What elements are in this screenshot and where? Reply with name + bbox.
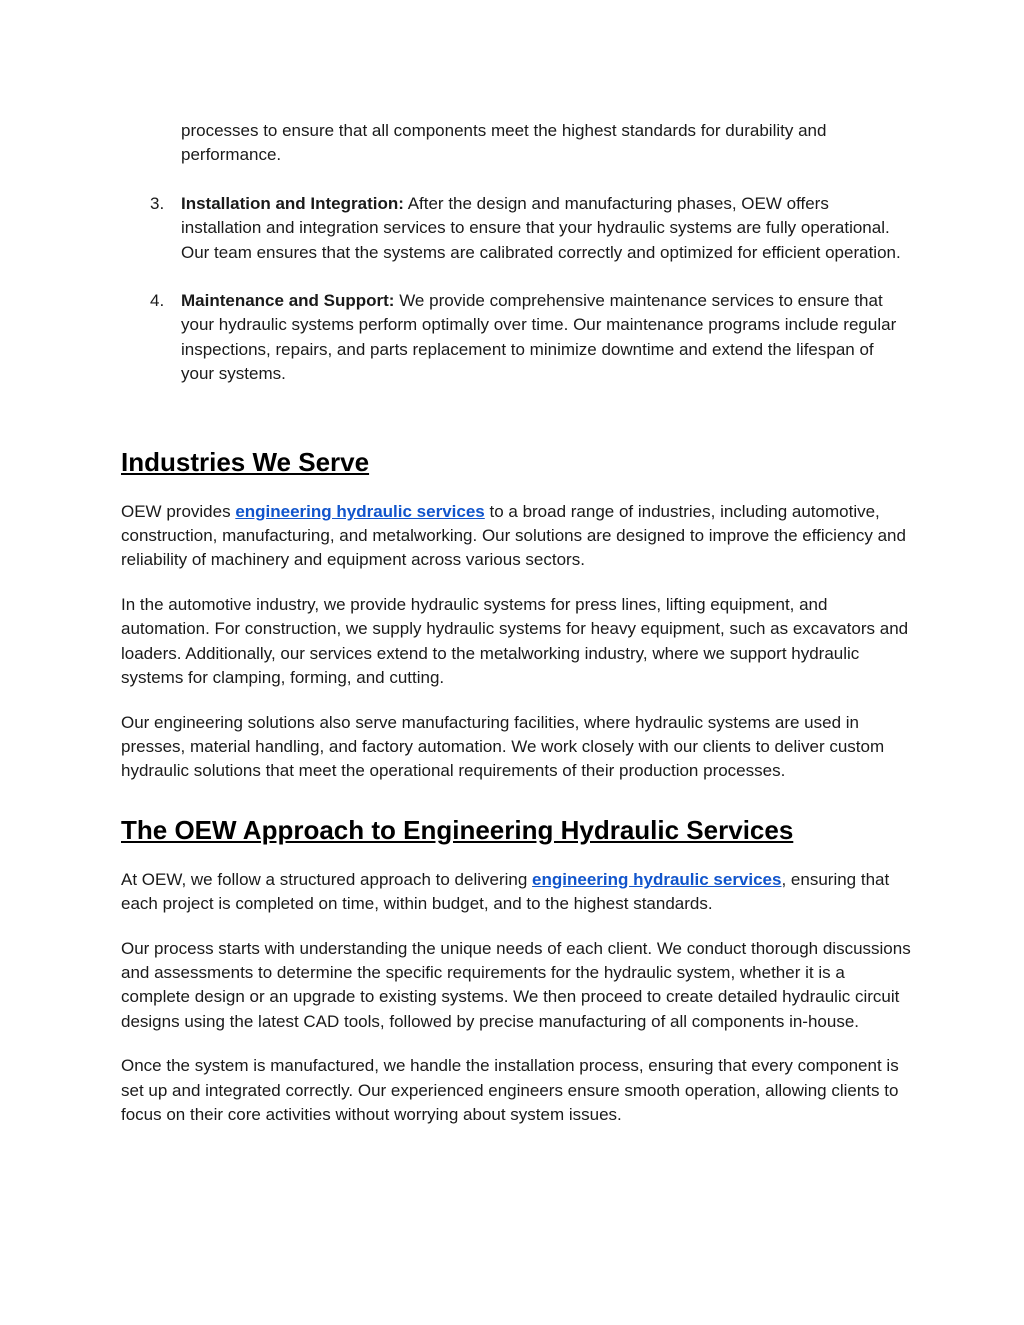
approach-paragraph-2: Our process starts with understanding the unique needs of each client. We conduct thorough discussions and assessments to determine the specific requirements for the hydraulic system, whether it is a complete design or an upgrade to existing systems. We then proceed to create detailed hydraulic circuit designs using the latest CAD tools, followed by precise manufacturing of all components in-house.	[121, 938, 911, 1031]
approach-heading: The OEW Approach to Engineering Hydraulic Services	[121, 814, 794, 845]
list-item-title: Installation and Integration:	[181, 193, 404, 213]
document-page	[121, 119, 911, 1127]
engineering-hydraulic-services-link[interactable]: engineering hydraulic services	[532, 869, 782, 889]
list-item-title: Maintenance and Support:	[181, 291, 395, 311]
list-item-number: 4.	[150, 291, 165, 311]
list-item-text: After the design and manufacturing phases, OEW offers installation and integration services to ensure that your hydraulic systems are fully operational. Our team ensures that the systems are calibrated correctly and optimized for efficient operation.	[181, 193, 901, 262]
list-item-installation	[121, 192, 911, 265]
industries-p1-text-before: OEW provides	[121, 501, 236, 521]
list-item-number: 3.	[150, 193, 165, 213]
industries-paragraph-1	[121, 500, 911, 573]
industries-paragraph-3: Our engineering solutions also serve manufacturing facilities, where hydraulic systems are used in presses, material handling, and factory automation. We work closely with our clients to deliver custom hydraulic solutions that meet the operational requirements of their production processes.	[121, 712, 885, 781]
industries-paragraph-2: In the automotive industry, we provide hydraulic systems for press lines, lifting equipment, and automation. For construction, we supply hydraulic systems for heavy equipment, such as excavators and loaders. Additionally, our services extend to the metalworking industry, where we support hydraulic systems for clamping, forming, and cutting.	[121, 594, 909, 688]
engineering-hydraulic-services-link[interactable]: engineering hydraulic services	[235, 501, 485, 521]
industries-p1-text-after: to a broad range of industries, including automotive, construction, manufacturing, and metalworking. Our solutions are designed to improve the efficiency and reliability of machinery and equipment across various sectors.	[121, 501, 906, 570]
approach-p1-text-before: At OEW, we follow a structured approach to delivering	[121, 869, 533, 889]
approach-paragraph-1	[121, 868, 911, 917]
approach-p1-text-after: , ensuring that each project is completed on time, within budget, and to the highest standards.	[121, 869, 890, 914]
list-item-text: We provide comprehensive maintenance services to ensure that your hydraulic systems perform optimally over time. Our maintenance programs include regular inspections, repairs, and parts replacement to minimize downtime and extend the lifespan of your systems.	[181, 291, 897, 384]
list-item-body	[181, 192, 911, 265]
approach-paragraph-3: Once the system is manufactured, we handle the installation process, ensuring that every component is set up and integrated correctly. Our experienced engineers ensure smooth operation, allowing clients to focus on their core activities without worrying about system issues.	[121, 1056, 899, 1124]
industries-heading: Industries We Serve	[121, 446, 370, 477]
list-item-body	[181, 289, 911, 387]
list-item-maintenance	[121, 289, 911, 387]
list-continuation-text: processes to ensure that all components meet the highest standards for durability and performance.	[181, 121, 827, 165]
